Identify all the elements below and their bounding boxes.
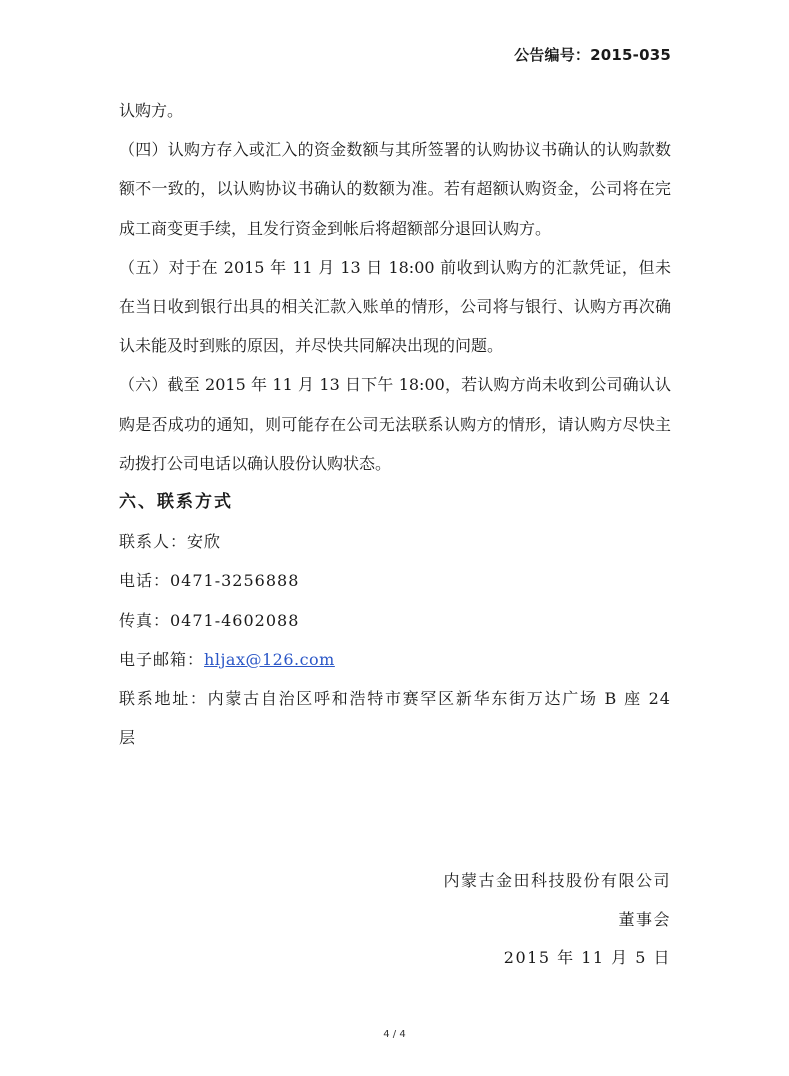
signature-block [443,862,671,978]
paragraph-item-4: （四）认购方存入或汇入的资金数额与其所签署的认购协议书确认的认购款数额不一致的，以认购协议书确认的数额为准。若有超额认购资金，公司将在完成工商变更手续，且发行资金到帐后将超额部分退回认购方。 [119,140,671,238]
notice-number: 公告编号：2015-035 [514,46,671,64]
contact-phone: 电话：0471-3256888 [119,571,300,591]
document-body [119,91,671,757]
page-number: 4 / 4 [383,1029,406,1040]
section-heading-contact: 六、联系方式 [119,492,233,513]
signature-company: 内蒙古金田科技股份有限公司 [443,871,671,890]
paragraph-item-5: （五）对于在 2015 年 11 月 13 日 18:00 前收到认购方的汇款凭证，但未在当日收到银行出具的相关汇款入账单的情形，公司将与银行、认购方再次确认未能及时到账的原因，并尽快共同解决出现的问题。 [119,257,671,356]
paragraph-item-6: （六）截至 2015 年 11 月 13 日下午 18:00，若认购方尚未收到公司确认认购是否成功的通知，则可能存在公司无法联系认购方的情形，请认购方尽快主动拨打公司电话以确认股份认购状态。 [119,375,671,473]
contact-fax: 传真：0471-4602088 [119,610,300,630]
contact-email-line [119,640,671,679]
contact-person: 联系人：安欣 [119,532,222,552]
contact-email-label: 电子邮箱： [119,649,205,669]
signature-board: 董事会 [618,909,671,929]
paragraph-continuation: 认购方。 [119,101,184,120]
contact-email-link[interactable]: hljax@126.com [204,649,335,669]
contact-address: 联系地址：内蒙古自治区呼和浩特市赛罕区新华东街万达广场 B 座 24 层 [119,689,671,748]
signature-date: 2015 年 11 月 5 日 [503,948,671,967]
